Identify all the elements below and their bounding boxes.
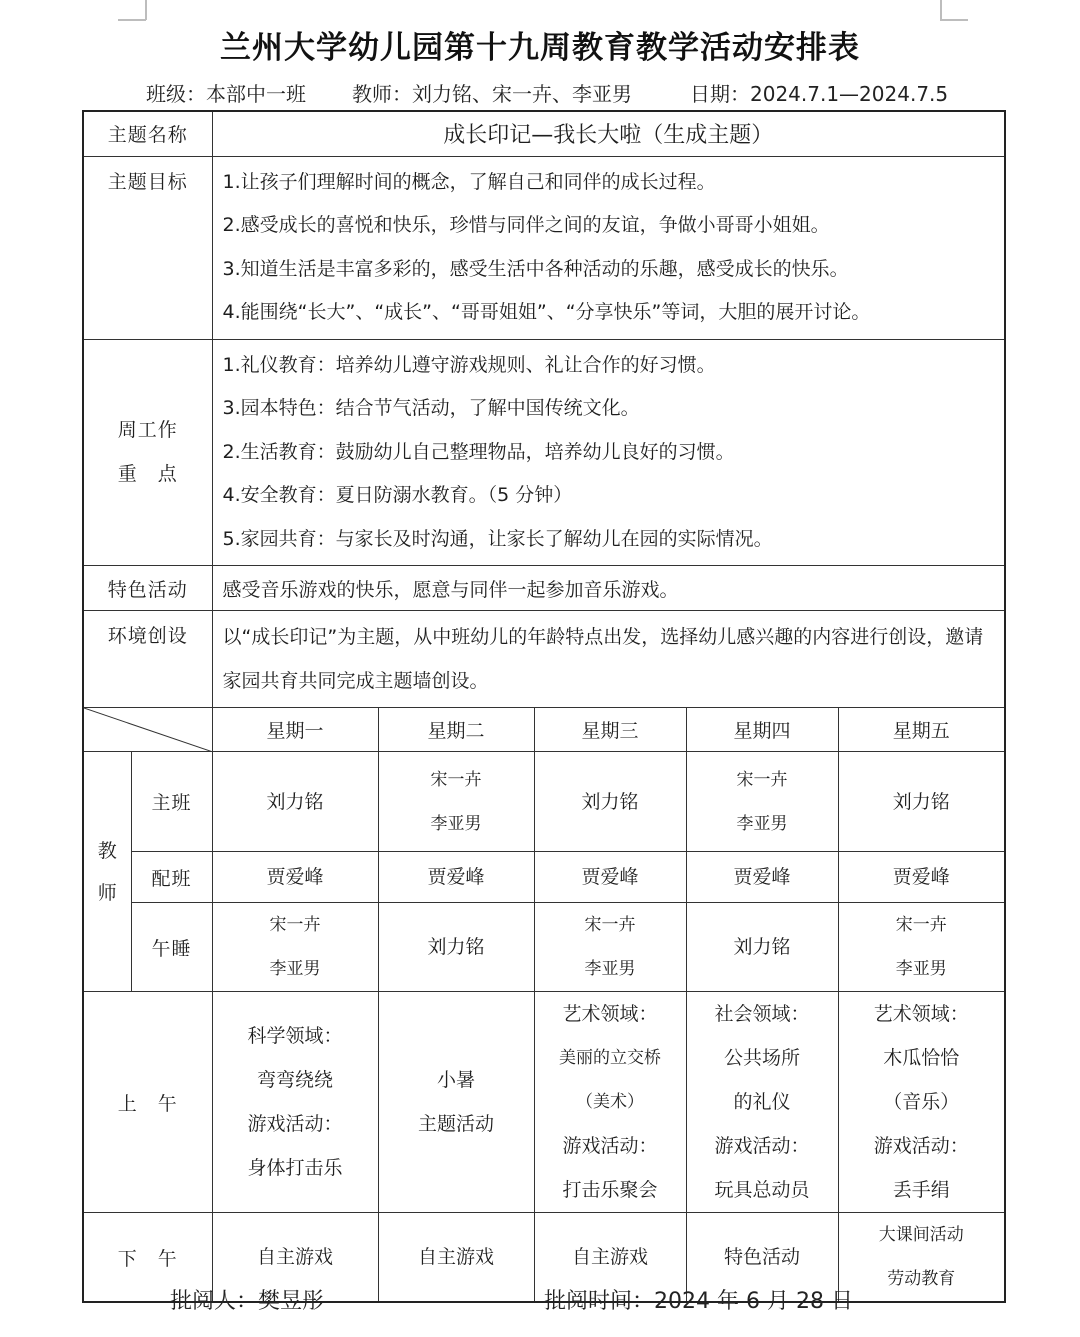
nap-teacher-label: 午睡 <box>131 903 212 992</box>
environment-label: 环境创设 <box>83 611 212 708</box>
teacher-name: 李亚男 <box>895 959 947 979</box>
teacher-label-bottom: 师 <box>97 881 117 904</box>
morning-label: 上 午 <box>83 992 212 1213</box>
activity-line: 的礼仪 <box>733 1091 791 1113</box>
activity-line: 艺术领域： <box>562 1003 658 1025</box>
document-title: 兰州大学幼儿园第十九周教育教学活动安排表 <box>220 30 860 66</box>
teacher-name: 李亚男 <box>736 813 788 834</box>
activity-line: 木瓜恰恰 <box>883 1047 960 1069</box>
weekly-focus-label <box>83 339 212 566</box>
teacher-name: 刘力铭 <box>733 936 791 958</box>
activity-line: 自主游戏 <box>418 1246 495 1268</box>
teacher-name: 贾爱峰 <box>266 866 324 888</box>
theme-name-label: 主题名称 <box>83 111 212 156</box>
teacher-name: 宋一卉 <box>736 769 788 790</box>
day-wednesday: 星期三 <box>534 708 686 752</box>
teacher-label-top: 教 <box>97 839 117 862</box>
morning-cell-monday <box>212 992 378 1213</box>
assist-teacher-cell <box>378 852 534 903</box>
teacher-name: 刘力铭 <box>266 790 324 813</box>
teacher-name: 贾爱峰 <box>892 866 950 888</box>
afternoon-label: 下 午 <box>83 1213 212 1303</box>
nap-teacher-cell <box>212 903 378 992</box>
theme-name-row <box>83 111 1005 156</box>
activity-line: 打击乐聚会 <box>562 1179 658 1201</box>
teacher-assist-row <box>83 852 1005 903</box>
activity-line: 特色活动 <box>724 1246 801 1268</box>
day-thursday: 星期四 <box>686 708 838 752</box>
assist-teacher-cell <box>534 852 686 903</box>
crop-mark-right-horizontal <box>940 19 968 21</box>
activity-line: （音乐） <box>883 1091 960 1113</box>
main-teacher-label: 主班 <box>131 752 212 852</box>
focus-item: 3.园本特色：结合节气活动，了解中国传统文化。 <box>222 397 640 419</box>
diagonal-header-cell <box>83 708 212 752</box>
goal-item: 3.知道生活是丰富多彩的，感受生活中各种活动的乐趣，感受成长的快乐。 <box>222 257 849 280</box>
teacher-main-row <box>83 752 1005 852</box>
assist-teacher-cell <box>212 852 378 903</box>
main-teacher-cell <box>378 752 534 852</box>
weekly-focus-label-line1: 周工作 <box>117 419 178 442</box>
activity-line: 玩具总动员 <box>714 1179 810 1201</box>
crop-mark-left-vertical <box>145 0 147 20</box>
nap-teacher-cell <box>534 903 686 992</box>
activity-line: 身体打击乐 <box>247 1157 343 1179</box>
activity-line: 美丽的立交桥 <box>559 1048 662 1068</box>
activity-line: 游戏活动： <box>714 1135 810 1157</box>
focus-item: 1.礼仪教育：培养幼儿遵守游戏规则、礼让合作的好习惯。 <box>222 353 716 376</box>
teacher-name: 贾爱峰 <box>733 866 791 888</box>
teacher-name: 李亚男 <box>430 813 482 834</box>
teacher-name: 刘力铭 <box>581 790 639 813</box>
class-info: 班级：本部中一班 <box>146 82 306 106</box>
teacher-name: 李亚男 <box>269 959 321 979</box>
teacher-group-label <box>83 752 131 992</box>
environment-content <box>212 611 1005 708</box>
activity-line: 社会领域： <box>714 1003 810 1025</box>
date-info: 日期：2024.7.1—2024.7.5 <box>690 82 949 106</box>
morning-row <box>83 992 1005 1213</box>
activity-line: 科学领域： <box>247 1025 343 1047</box>
teacher-name: 宋一卉 <box>584 915 636 935</box>
teacher-name: 宋一卉 <box>269 915 321 935</box>
activity-line: 游戏活动： <box>247 1113 343 1135</box>
weekly-focus-content <box>212 339 1005 566</box>
environment-row <box>83 611 1005 708</box>
focus-item: 5.家园共育：与家长及时沟通，让家长了解幼儿在园的实际情况。 <box>222 527 773 550</box>
theme-goals-row <box>83 156 1005 339</box>
days-header-row <box>83 708 1005 752</box>
review-time: 批阅时间：2024 年 6 月 28 日 <box>544 1289 853 1314</box>
activity-line: 自主游戏 <box>257 1246 334 1268</box>
nap-teacher-cell <box>378 903 534 992</box>
goal-item: 1.让孩子们理解时间的概念，了解自己和同伴的成长过程。 <box>222 170 716 193</box>
main-teacher-cell <box>212 752 378 852</box>
teacher-name: 贾爱峰 <box>581 866 639 888</box>
teacher-nap-row <box>83 903 1005 992</box>
activity-line: 弯弯绕绕 <box>257 1069 334 1091</box>
morning-cell-wednesday <box>534 992 686 1213</box>
diagonal-line <box>84 708 213 752</box>
footer <box>0 1284 1080 1316</box>
activity-line: 劳动教育 <box>887 1269 956 1289</box>
activity-line: 游戏活动： <box>873 1135 969 1157</box>
schedule-table <box>82 110 1006 1303</box>
teacher-name: 李亚男 <box>584 959 636 979</box>
special-activity-label: 特色活动 <box>83 566 212 611</box>
crop-mark-left-horizontal <box>118 19 146 21</box>
teacher-info: 教师：刘力铭、宋一卉、李亚男 <box>352 82 632 106</box>
morning-cell-tuesday <box>378 992 534 1213</box>
teacher-name: 宋一卉 <box>430 769 482 790</box>
theme-goals-label: 主题目标 <box>83 156 212 339</box>
assist-teacher-cell <box>838 852 1005 903</box>
special-activity-value: 感受音乐游戏的快乐，愿意与同伴一起参加音乐游戏。 <box>212 566 1005 611</box>
teacher-name: 贾爱峰 <box>427 866 485 888</box>
activity-line: 自主游戏 <box>572 1246 649 1268</box>
day-monday: 星期一 <box>212 708 378 752</box>
teacher-name: 刘力铭 <box>892 790 950 813</box>
nap-teacher-cell <box>686 903 838 992</box>
theme-name-value: 成长印记—我长大啦（生成主题） <box>212 111 1005 156</box>
goal-item: 2.感受成长的喜悦和快乐，珍惜与同伴之间的友谊，争做小哥哥小姐姐。 <box>222 214 830 236</box>
focus-item: 2.生活教育：鼓励幼儿自己整理物品，培养幼儿良好的习惯。 <box>222 440 735 463</box>
crop-mark-right-vertical <box>940 0 942 20</box>
activity-line: 游戏活动： <box>562 1135 658 1157</box>
theme-goals-content <box>212 156 1005 339</box>
activity-line: 公共场所 <box>724 1047 801 1069</box>
activity-line: 大课间活动 <box>878 1225 964 1245</box>
header-meta <box>0 78 1080 108</box>
main-teacher-cell <box>838 752 1005 852</box>
teacher-name: 宋一卉 <box>895 915 947 935</box>
main-teacher-cell <box>686 752 838 852</box>
weekly-focus-row <box>83 339 1005 566</box>
reviewer: 批阅人：樊昱彤 <box>170 1289 325 1314</box>
environment-value: 以“成长印记”为主题，从中班幼儿的年龄特点出发，选择幼儿感兴趣的内容进行创设，邀请家园共育共同完成主题墙创设。 <box>222 626 984 692</box>
teacher-name: 刘力铭 <box>427 936 485 958</box>
activity-line: 小暑 <box>437 1069 476 1091</box>
goal-item: 4.能围绕“长大”、“成长”、“哥哥姐姐”、“分享快乐”等词，大胆的展开讨论。 <box>222 301 871 323</box>
activity-line: 艺术领域： <box>873 1003 969 1025</box>
weekly-focus-label-line2: 重 点 <box>117 463 178 486</box>
day-tuesday: 星期二 <box>378 708 534 752</box>
day-friday: 星期五 <box>838 708 1005 752</box>
assist-teacher-cell <box>686 852 838 903</box>
activity-line: 丢手绢 <box>892 1179 950 1201</box>
morning-cell-thursday <box>686 992 838 1213</box>
activity-line: （美术） <box>576 1092 645 1112</box>
focus-item: 4.安全教育：夏日防溺水教育。（5 分钟） <box>222 484 573 506</box>
morning-cell-friday <box>838 992 1005 1213</box>
activity-line: 主题活动 <box>418 1113 495 1135</box>
main-teacher-cell <box>534 752 686 852</box>
nap-teacher-cell <box>838 903 1005 992</box>
special-activity-row <box>83 566 1005 611</box>
assist-teacher-label: 配班 <box>131 852 212 903</box>
